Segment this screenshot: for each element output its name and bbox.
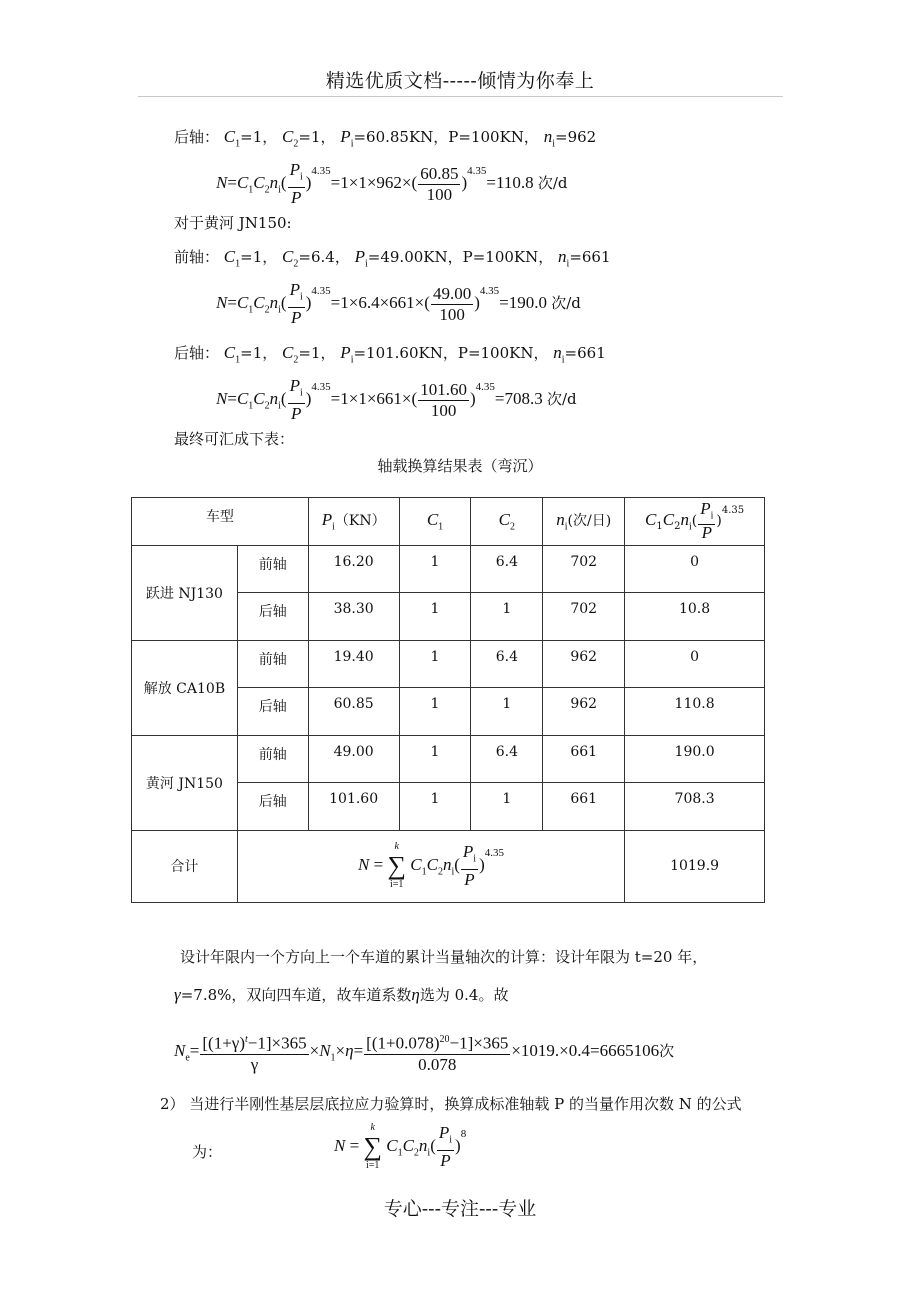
design-line-2: γ=7.8%，双向四车道，故车道系数η选为 0.4。故 — [174, 985, 509, 1004]
header-c2: $C_2$ — [471, 498, 543, 546]
table-caption: 轴载换算结果表（弯沉） — [377, 457, 543, 475]
pi-cell: 60.85 — [308, 688, 399, 736]
table-row — [132, 641, 765, 688]
axle-cell: 前轴 — [237, 546, 308, 593]
axle-cell: 后轴 — [237, 688, 308, 736]
vehicle-name: 解放 CA10B — [132, 641, 238, 736]
ni-cell: 661 — [543, 736, 625, 783]
ni-cell: 702 — [543, 546, 625, 593]
axle-cell: 前轴 — [237, 736, 308, 783]
table-header-row — [132, 498, 765, 546]
c2-value: =1， — [298, 128, 336, 146]
page-footer: 专心---专注---专业 — [383, 1198, 537, 1220]
cumulative-equation: $N_e=$ $\frac{[(1+\gamma)^t-1]\times 365}{\gamma}$ $\times N_1\times\eta=$ $\frac{[(1+0.078)^{20}-1]\times 365}{0.078}$ ×1019.×0.4=6665106次 — [174, 1030, 674, 1075]
total-label: 合计 — [132, 831, 238, 903]
axle-cell: 后轴 — [237, 593, 308, 641]
c2-cell: 1 — [471, 783, 543, 831]
c2-cell: 1 — [471, 688, 543, 736]
total-value: 1019.9 — [625, 831, 765, 903]
table-row — [132, 546, 765, 593]
pi-cell: 16.20 — [308, 546, 399, 593]
equation-2: $N=C_1C_2n_i$( $\frac{P_i}{P}$ )$^{4.35}$=1×6.4×661×( $\frac{49.00}{100}$ )$^{4.35}$=190.0 次/d — [216, 280, 581, 328]
ni-cell: 661 — [543, 783, 625, 831]
value-cell: 10.8 — [625, 593, 765, 641]
item-2-formula: N = k ∑ i=1 $C_1C_2n_i$( $\frac{P_i}{P}$ )$^8$ — [334, 1122, 467, 1171]
pi-cell: 19.40 — [308, 641, 399, 688]
ni-cell: 962 — [543, 688, 625, 736]
pi-cell: 38.30 — [308, 593, 399, 641]
design-line-1: 设计年限内一个方向上一个车道的累计当量轴次的计算：设计年限为 t=20 年， — [180, 948, 708, 966]
c1-cell: 1 — [399, 783, 471, 831]
vehicle-name: 跃进 NJ130 — [132, 546, 238, 641]
rear-axle-params-ca10b: 后轴： $C_1=1$， $C_2=1$， $P_i=60.85KN$，P=100KN， $n_i=962$ — [174, 127, 597, 150]
header-pi: $P_i(KN)$ — [308, 498, 399, 546]
front-axle-params-jn150: 前轴： $C_1=1$， $C_2=6.4$， $P_i=49.00KN$，P=100KN， $n_i=661$ — [174, 247, 611, 270]
equation-1: $N=C_1C_2n_i$( $\frac{P_i}{P}$ )$^{4.35}$=1×1×962×( $\frac{60.85}{100}$ )$^{4.35}$=110.8 次/d — [216, 160, 568, 208]
summary-line: 最终可汇成下表： — [174, 430, 295, 448]
header-vehicle: 车型 — [132, 498, 309, 546]
header-ni: $n_i$(次/日) — [543, 498, 625, 546]
c2-cell: 6.4 — [471, 736, 543, 783]
ni-cell: 962 — [543, 641, 625, 688]
c2-cell: 6.4 — [471, 641, 543, 688]
value-cell: 0 — [625, 641, 765, 688]
c1-cell: 1 — [399, 641, 471, 688]
page-header: 精选优质文档-----倾情为你奉上 — [325, 70, 595, 92]
pi-value: =60.85KN，P=100KN， — [353, 128, 539, 146]
value-cell: 0 — [625, 546, 765, 593]
table-total-row — [132, 831, 765, 903]
header-c1: $C_1$ — [399, 498, 471, 546]
c1-cell: 1 — [399, 593, 471, 641]
ni-value: =962 — [555, 128, 597, 146]
value-cell: 110.8 — [625, 688, 765, 736]
equation-3: $N=C_1C_2n_i$( $\frac{P_i}{P}$ )$^{4.35}$=1×1×661×( $\frac{101.60}{100}$ )$^{4.35}$=708.3 次/d — [216, 376, 577, 424]
jn150-title: 对于黄河 JN150: — [174, 214, 292, 232]
value-cell: 708.3 — [625, 783, 765, 831]
ni-cell: 702 — [543, 593, 625, 641]
result-table — [131, 497, 765, 903]
table-row — [132, 736, 765, 783]
pi-cell: 49.00 — [308, 736, 399, 783]
header-rule — [138, 96, 783, 97]
item-2-label: 为： — [192, 1143, 223, 1161]
axle-cell: 前轴 — [237, 641, 308, 688]
value-cell: 190.0 — [625, 736, 765, 783]
c1-value: =1， — [240, 128, 278, 146]
label: 后轴： — [174, 128, 220, 146]
c1-cell: 1 — [399, 736, 471, 783]
rear-axle-params-jn150: 后轴： $C_1=1$， $C_2=1$， $P_i=101.60KN$，P=100KN， $n_i=661$ — [174, 343, 606, 366]
c2-cell: 1 — [471, 593, 543, 641]
axle-cell: 后轴 — [237, 783, 308, 831]
total-formula: N = k ∑ i=1 $C_1C_2n_i$( $\frac{P_i}{P}$ )$^{4.35}$ — [237, 831, 624, 903]
c2-cell: 6.4 — [471, 546, 543, 593]
c1-cell: 1 — [399, 546, 471, 593]
pi-cell: 101.60 — [308, 783, 399, 831]
item-2-text: 2） 当进行半刚性基层层底拉应力验算时，换算成标准轴载 P 的当量作用次数 N 的公式 — [160, 1095, 742, 1113]
header-formula: $C_1C_2n_i$( $\frac{P_i}{P}$ )$^{4.35}$ — [625, 498, 765, 546]
vehicle-name: 黄河 JN150 — [132, 736, 238, 831]
c1-cell: 1 — [399, 688, 471, 736]
